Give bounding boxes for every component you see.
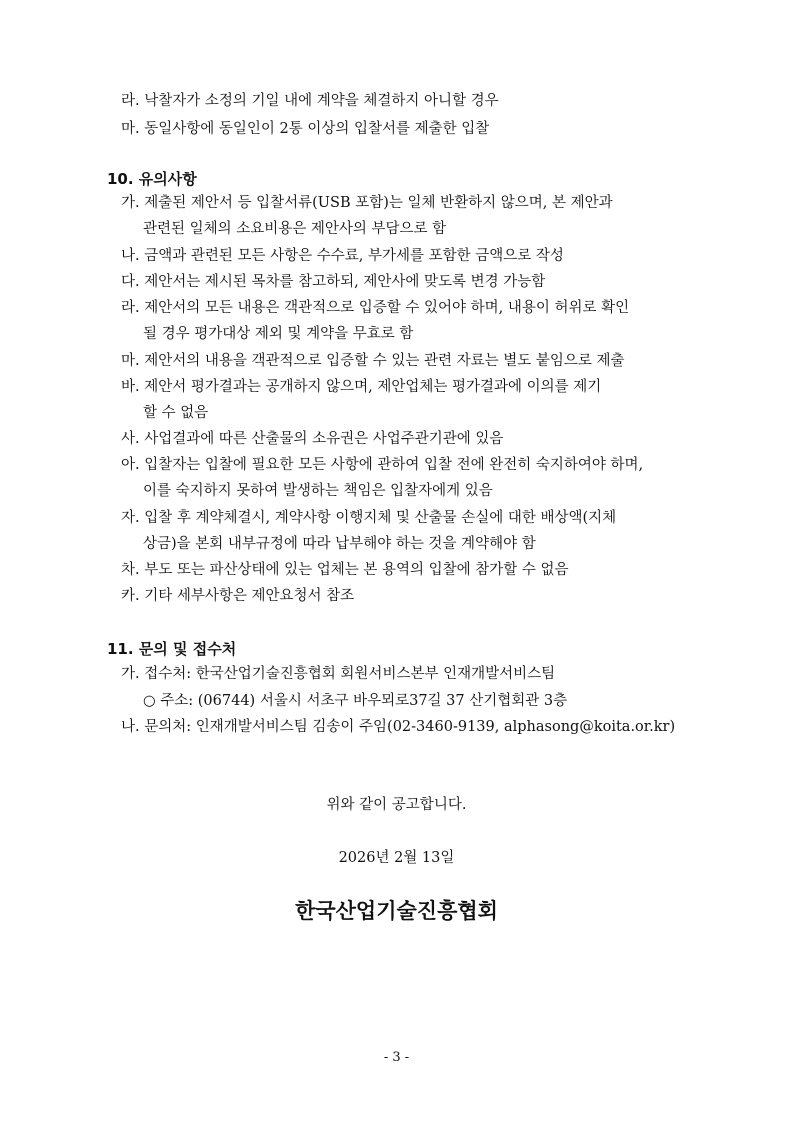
list-item: 바. 제안서 평가결과는 공개하지 않으며, 제안업체는 평가결과에 이의를 제기 xyxy=(121,379,602,395)
closing-statement: 위와 같이 공고합니다. xyxy=(326,797,467,813)
page-number: - 3 - xyxy=(383,1050,410,1065)
address-item: ○ 주소: (06744) 서울시 서초구 바우뫼로37길 37 산기협회관 3층 xyxy=(143,693,568,709)
announcement-date: 2026년 2월 13일 xyxy=(338,850,455,866)
list-item-continuation: 상금)을 본회 내부규정에 따라 납부해야 하는 것을 계약해야 함 xyxy=(143,536,536,552)
list-item: 라. 낙찰자가 소정의 기일 내에 계약을 체결하지 아니할 경우 xyxy=(121,93,499,109)
list-item: 라. 제안서의 모든 내용은 객관적으로 입증할 수 있어야 하며, 내용이 허위로 확인 xyxy=(121,300,630,316)
list-item: 카. 기타 세부사항은 제안요청서 참조 xyxy=(121,588,355,604)
section-heading-11: 11. 문의 및 접수처 xyxy=(107,640,237,658)
list-item: 가. 접수처: 한국산업기술진흥협회 회원서비스본부 인재개발서비스팀 xyxy=(121,666,556,682)
list-item: 가. 제출된 제안서 등 입찰서류(USB 포함)는 일체 반환하지 않으며, 본 제안과 xyxy=(121,195,613,211)
organization-name: 한국산업기술진흥협회 xyxy=(295,899,498,923)
list-item: 나. 문의처: 인재개발서비스팀 김송이 주임(02-3460-9139, alphasong@koita.or.kr) xyxy=(121,719,676,735)
list-item: 차. 부도 또는 파산상태에 있는 업체는 본 용역의 입찰에 참가할 수 없음 xyxy=(121,562,569,578)
list-item-continuation: 할 수 없음 xyxy=(143,405,209,421)
list-item: 아. 입찰자는 입찰에 필요한 모든 사항에 관하여 입찰 전에 완전히 숙지하여야 하며, xyxy=(121,457,644,473)
list-item: 사. 사업결과에 따른 산출물의 소유권은 사업주관기관에 있음 xyxy=(121,431,504,447)
section-heading-10: 10. 유의사항 xyxy=(107,170,197,188)
list-item: 자. 입찰 후 계약체결시, 계약사항 이행지체 및 산출물 손실에 대한 배상액(지체 xyxy=(121,510,617,526)
list-item-continuation: 될 경우 평가대상 제외 및 계약을 무효로 함 xyxy=(143,326,414,342)
list-item: 마. 동일사항에 동일인이 2통 이상의 입찰서를 제출한 입찰 xyxy=(121,121,490,137)
list-item: 마. 제안서의 내용을 객관적으로 입증할 수 있는 관련 자료는 별도 붙임으로 제출 xyxy=(121,353,625,369)
list-item: 다. 제안서는 제시된 목차를 참고하되, 제안사에 맞도록 변경 가능함 xyxy=(121,274,546,290)
list-item-continuation: 이를 숙지하지 못하여 발생하는 책임은 입찰자에게 있음 xyxy=(143,483,493,499)
list-item-continuation: 관련된 일체의 소요비용은 제안사의 부담으로 함 xyxy=(143,221,447,237)
list-item: 나. 금액과 관련된 모든 사항은 수수료, 부가세를 포함한 금액으로 작성 xyxy=(121,248,564,264)
